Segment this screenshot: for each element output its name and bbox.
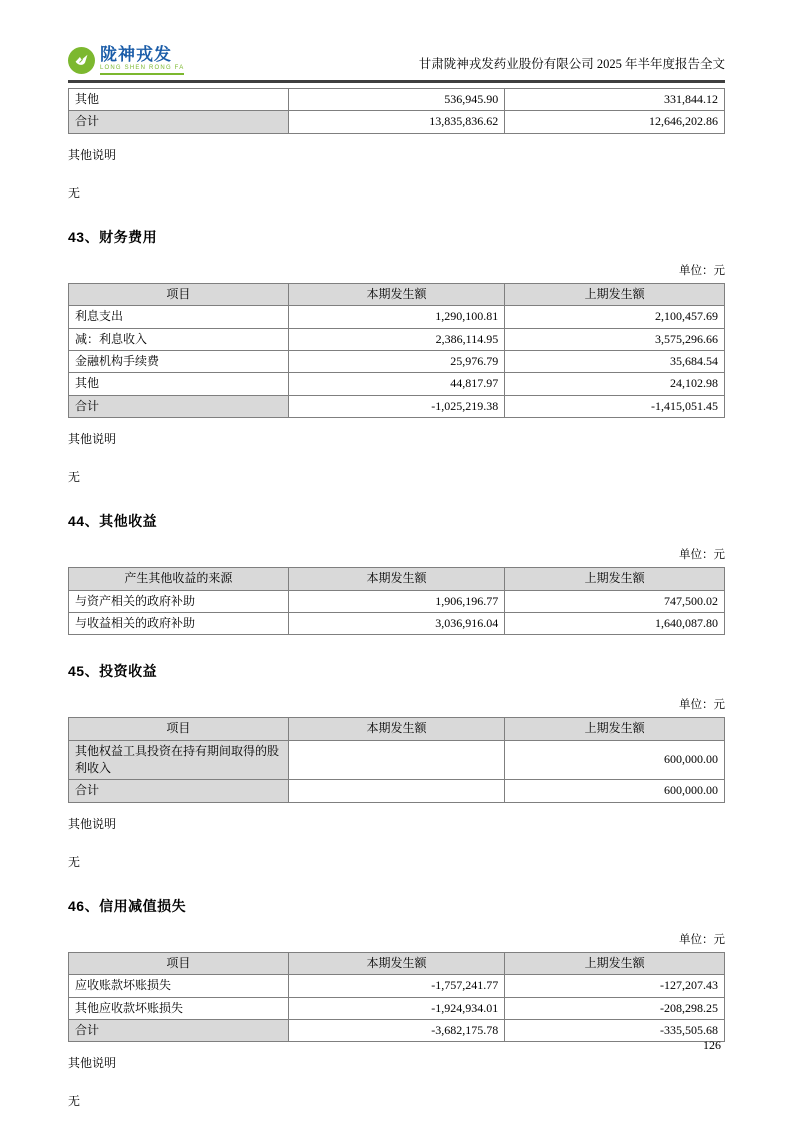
row-prior-value: 12,646,202.86: [505, 111, 725, 133]
col-header-current: 本期发生额: [288, 283, 504, 305]
table-total-row: [69, 780, 725, 802]
financial-expenses-table: [68, 283, 725, 418]
row-item-label: 其他权益工具投资在持有期间取得的股利收入: [69, 740, 289, 780]
row-prior-value: -208,298.25: [505, 997, 725, 1019]
section-title-46: 46、信用减值损失: [68, 897, 187, 914]
row-item-label: 减：利息收入: [69, 328, 289, 350]
table-total-row: [69, 1020, 725, 1042]
col-header-item: 项目: [69, 718, 289, 740]
none-label: 无: [68, 1094, 81, 1109]
col-header-prior: 上期发生额: [505, 283, 725, 305]
col-header-current: 本期发生额: [288, 718, 504, 740]
row-prior-value: 600,000.00: [505, 740, 725, 780]
table-row: [69, 590, 725, 612]
row-prior-value: 331,844.12: [505, 89, 725, 111]
table-header-row: [69, 718, 725, 740]
col-header-prior: 上期发生额: [505, 718, 725, 740]
row-item-label: 合计: [69, 111, 289, 133]
row-prior-value: 747,500.02: [505, 590, 725, 612]
row-item-label: 合计: [69, 395, 289, 417]
table-row: [69, 975, 725, 997]
page-header: [68, 46, 725, 83]
logo-text: [100, 46, 184, 75]
page-number: 126: [703, 1038, 721, 1052]
row-item-label: 与资产相关的政府补助: [69, 590, 289, 612]
section-title-44: 44、其他收益: [68, 513, 158, 530]
other-note-label: 其他说明: [68, 147, 117, 162]
row-current-value: -3,682,175.78: [288, 1020, 504, 1042]
report-title: 甘肃陇神戎发药业股份有限公司 2025 年半年度报告全文: [418, 57, 725, 71]
row-item-label: 合计: [69, 780, 289, 802]
row-current-value: 44,817.97: [288, 373, 504, 395]
unit-label: 单位：元: [679, 549, 725, 562]
other-note-label: 其他说明: [68, 1056, 117, 1071]
carryover-table: [68, 88, 725, 134]
col-header-item: 项目: [69, 952, 289, 974]
row-prior-value: 2,100,457.69: [505, 306, 725, 328]
row-current-value: -1,757,241.77: [288, 975, 504, 997]
other-income-table: [68, 567, 725, 635]
unit-label: 单位：元: [679, 264, 725, 277]
row-current-value: 1,290,100.81: [288, 306, 504, 328]
table-total-row: [69, 111, 725, 133]
table-row: [69, 89, 725, 111]
table-row: [69, 373, 725, 395]
row-current-value: 3,036,916.04: [288, 612, 504, 634]
col-header-prior: 上期发生额: [505, 952, 725, 974]
row-prior-value: 3,575,296.66: [505, 328, 725, 350]
row-current-value: 25,976.79: [288, 350, 504, 372]
row-prior-value: 24,102.98: [505, 373, 725, 395]
row-item-label: 合计: [69, 1020, 289, 1042]
row-item-label: 与收益相关的政府补助: [69, 612, 289, 634]
row-prior-value: 35,684.54: [505, 350, 725, 372]
row-item-label: 其他应收款坏账损失: [69, 997, 289, 1019]
table-row: [69, 997, 725, 1019]
row-current-value: 1,906,196.77: [288, 590, 504, 612]
logo-bird-icon: [68, 47, 95, 74]
row-current-value: 13,835,836.62: [288, 111, 504, 133]
unit-label: 单位：元: [679, 699, 725, 712]
table-row: [69, 740, 725, 780]
investment-income-table: [68, 717, 725, 803]
row-prior-value: 1,640,087.80: [505, 612, 725, 634]
col-header-item: 项目: [69, 283, 289, 305]
table-row: [69, 328, 725, 350]
row-item-label: 利息支出: [69, 306, 289, 328]
section-title-45: 45、投资收益: [68, 663, 158, 680]
row-item-label: 金融机构手续费: [69, 350, 289, 372]
table-total-row: [69, 395, 725, 417]
row-prior-value: -335,505.68: [505, 1020, 725, 1042]
table-header-row: [69, 283, 725, 305]
company-logo: [68, 46, 184, 75]
row-item-label: 应收账款坏账损失: [69, 975, 289, 997]
table-row: [69, 350, 725, 372]
row-current-value: 536,945.90: [288, 89, 504, 111]
other-note-label: 其他说明: [68, 432, 117, 447]
row-current-value: 2,386,114.95: [288, 328, 504, 350]
none-label: 无: [68, 185, 81, 200]
logo-brand-en: LONG SHEN RONG FA: [100, 65, 184, 75]
col-header-current: 本期发生额: [288, 952, 504, 974]
row-current-value: [288, 780, 504, 802]
table-header-row: [69, 952, 725, 974]
unit-label: 单位：元: [679, 933, 725, 946]
col-header-item: 产生其他收益的来源: [69, 568, 289, 590]
col-header-current: 本期发生额: [288, 568, 504, 590]
row-prior-value: -127,207.43: [505, 975, 725, 997]
table-row: [69, 306, 725, 328]
col-header-prior: 上期发生额: [505, 568, 725, 590]
row-prior-value: 600,000.00: [505, 780, 725, 802]
section-title-43: 43、财务费用: [68, 228, 158, 245]
row-item-label: 其他: [69, 373, 289, 395]
none-label: 无: [68, 470, 81, 485]
table-row: [69, 612, 725, 634]
credit-impairment-table: [68, 952, 725, 1043]
none-label: 无: [68, 854, 81, 869]
table-header-row: [69, 568, 725, 590]
other-note-label: 其他说明: [68, 816, 117, 831]
row-prior-value: -1,415,051.45: [505, 395, 725, 417]
row-current-value: [288, 740, 504, 780]
row-current-value: -1,025,219.38: [288, 395, 504, 417]
row-item-label: 其他: [69, 89, 289, 111]
row-current-value: -1,924,934.01: [288, 997, 504, 1019]
logo-brand-cn: 陇神戎发: [100, 45, 172, 64]
